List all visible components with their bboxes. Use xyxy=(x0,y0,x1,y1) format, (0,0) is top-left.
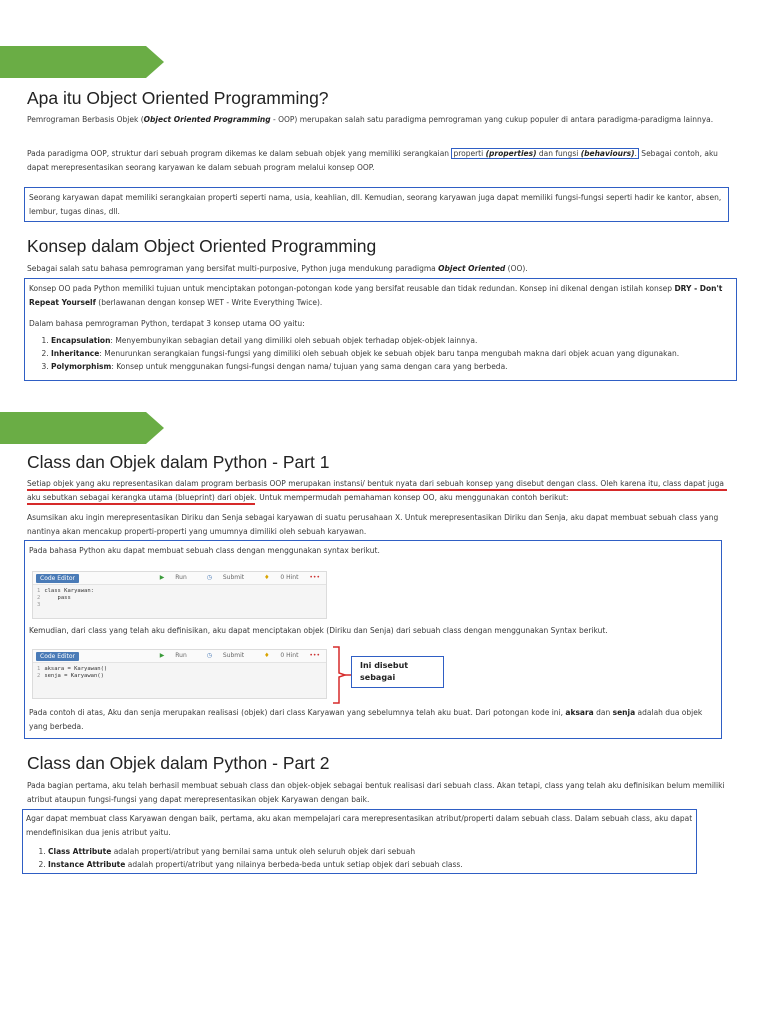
red-underline-1 xyxy=(27,489,727,491)
oop-structure-paragraph: Pada paradigma OOP, struktur dari sebuah program dikemas ke dalam sebuah objek yang memiliki serangkaian properti (properties) dan fungsi (behaviours). Sebagai contoh, aku dapat merepresentasikan seorang karyawan ke dalam sebuah program melalui konsep OOP. xyxy=(27,149,718,172)
more-button[interactable]: ••• xyxy=(309,574,320,581)
objects-explanation: Pada contoh di atas, Aku dan senja merupakan realisasi (objek) dari class Karyawan yang sebelumnya telah aku buat. Dari potongan kode ini, aksara dan senja adalah dua objek yang berbeda. xyxy=(29,708,703,731)
oo-concepts-list xyxy=(29,334,732,373)
section-banner-2 xyxy=(0,412,164,444)
code-editor-2[interactable] xyxy=(32,649,327,699)
three-concepts-intro: Dalam bahasa pemrograman Python, terdapat 3 konsep utama OO yaitu: xyxy=(29,319,305,328)
hint-button[interactable]: ♦ 0 Hint xyxy=(264,652,299,659)
dry-paragraph: Konsep OO pada Python memiliki tujuan untuk menciptakan potongan-potongan kode yang bersifat reusable dan tidak redundan. Konsep ini dikenal dengan istilah konsep DRY - Don't Repeat Yourself (berlawanan dengan konsep WET - Write Everything Twice). xyxy=(29,284,723,307)
employee-example-text: Seorang karyawan dapat memiliki serangkaian properti seperti nama, usia, keahlian, dll. Kemudian, seorang karyawan juga dapat memiliki fungsi-fungsi seperti hadir ke kantor, absen, lembur, tugas dinas, dll. xyxy=(29,193,722,216)
assumption-paragraph: Asumsikan aku ingin merepresentasikan Diriku dan Senja sebagai karyawan di suatu perusahaan X. Untuk merepresentasikan Diriku dan Senja, aku dapat membuat sebuah class yang nantinya akan mencakup properti-properti yang umumnya dimiliki oleh sebuah karyawan. xyxy=(27,513,719,536)
concepts-intro-paragraph: Sebagai salah satu bahasa pemrograman yang bersifat multi-purposive, Python juga mendukung paradigma Object Oriented (OO). xyxy=(27,264,528,273)
run-button[interactable]: ▶ Run xyxy=(159,652,187,659)
editor-title: Code Editor xyxy=(36,652,79,661)
properties-behaviours-highlight: properti (properties) dan fungsi (behaviours). xyxy=(453,149,637,158)
section-banner-1 xyxy=(0,46,164,78)
list-item: 3. Polymorphism: Konsep untuk menggunakan fungsi-fungsi dengan nama/ tujuan yang sama dengan cara yang berbeda. xyxy=(51,360,732,373)
run-button[interactable]: ▶ Run xyxy=(159,574,187,581)
red-underline-2 xyxy=(27,503,255,505)
part2-intro-paragraph: Pada bagian pertama, aku telah berhasil membuat sebuah class dan objek-objek sebagai bentuk realisasi dari sebuah class. Akan tetapi, class yang telah aku definisikan belum memiliki atribut ataupun fungsi-fungsi yang dapat merepresentasikan objek Karyawan dengan baik. xyxy=(27,781,725,804)
employee-example-box xyxy=(24,187,729,222)
red-bracket xyxy=(331,645,351,705)
list-item: 2. Inheritance: Menurunkan serangkaian fungsi-fungsi yang dimiliki oleh sebuah objek ke sebuah objek baru tanpa mengubah makna dari objek acuan yang digunakan. xyxy=(51,347,732,360)
oop-intro-paragraph: Pemrograman Berbasis Objek (Object Oriented Programming - OOP) merupakan salah satu paradigma pemrograman yang cukup populer di antara paradigma-paradigma lainnya. xyxy=(27,115,714,124)
attribute-intro: Agar dapat membuat class Karyawan dengan baik, pertama, aku akan mempelajari cara merepresentasikan atribut/properti dalam sebuah class. Dalam sebuah class, aku dapat mendefinisikan dua jenis atribut yaitu. xyxy=(26,814,693,837)
clock-icon: ◷ xyxy=(206,652,212,659)
oo-concepts-box xyxy=(24,278,737,381)
play-icon: ▶ xyxy=(159,652,165,659)
bulb-icon: ♦ xyxy=(264,652,270,659)
more-button[interactable]: ••• xyxy=(309,652,320,659)
editor-toolbar xyxy=(33,650,326,663)
code-line: 2 senja = Karyawan() xyxy=(37,673,104,679)
editor-toolbar xyxy=(33,572,326,585)
code-area-2[interactable] xyxy=(33,663,326,683)
hint-button[interactable]: ♦ 0 Hint xyxy=(264,574,299,581)
section-title-class-part2: Class dan Objek dalam Python - Part 2 xyxy=(27,753,330,773)
list-item: 1. Class Attribute adalah properti/atribut yang bernilai sama untuk oleh seluruh objek dari sebuah xyxy=(48,845,693,858)
play-icon: ▶ xyxy=(159,574,165,581)
callout-text: Ini disebut sebagai xyxy=(360,661,409,682)
list-item: 2. Instance Attribute adalah properti/atribut yang nilainya berbeda-beda untuk setiap objek dari sebuah class. xyxy=(48,858,693,871)
submit-button[interactable]: ◷ Submit xyxy=(206,652,245,659)
code-line: 1 aksara = Karyawan() xyxy=(37,666,108,672)
code-area-1[interactable] xyxy=(33,585,326,612)
editor-title: Code Editor xyxy=(36,574,79,583)
object-syntax-intro: Kemudian, dari class yang telah aku definisikan, aku dapat menciptakan objek (Diriku dan Senja) dari sebuah class dengan menggunakan Syntax berikut. xyxy=(29,626,608,635)
code-line: 2 pass xyxy=(37,595,71,601)
attribute-box xyxy=(22,809,697,874)
section-title-oop: Apa itu Object Oriented Programming? xyxy=(27,88,329,108)
bulb-icon: ♦ xyxy=(264,574,270,581)
submit-button[interactable]: ◷ Submit xyxy=(206,574,245,581)
section-title-class-part1: Class dan Objek dalam Python - Part 1 xyxy=(27,452,330,472)
class-example-box xyxy=(24,540,722,739)
callout-box xyxy=(351,656,444,688)
attribute-list xyxy=(26,845,693,871)
class-syntax-intro: Pada bahasa Python aku dapat membuat sebuah class dengan menggunakan syntax berikut. xyxy=(29,546,380,555)
section-title-concepts: Konsep dalam Object Oriented Programming xyxy=(27,236,377,256)
list-item: 1. Encapsulation: Menyembunyikan sebagian detail yang dimiliki oleh sebuah objek terhadap objek-objek lainnya. xyxy=(51,334,732,347)
clock-icon: ◷ xyxy=(206,574,212,581)
code-editor-1[interactable] xyxy=(32,571,327,619)
class-definition-paragraph: Setiap objek yang aku representasikan dalam program berbasis OOP merupakan instansi/ bentuk nyata dari sebuah konsep yang disebut dengan class. Oleh karena itu, class dapat juga aku sebutkan sebagai kerangka utama (blueprint) dari objek. Untuk mempermudah pemahaman konsep OO, aku menggunakan contoh berikut: xyxy=(27,479,724,502)
code-line: 3 xyxy=(37,602,41,608)
code-line: 1 class Karyawan: xyxy=(37,588,94,594)
